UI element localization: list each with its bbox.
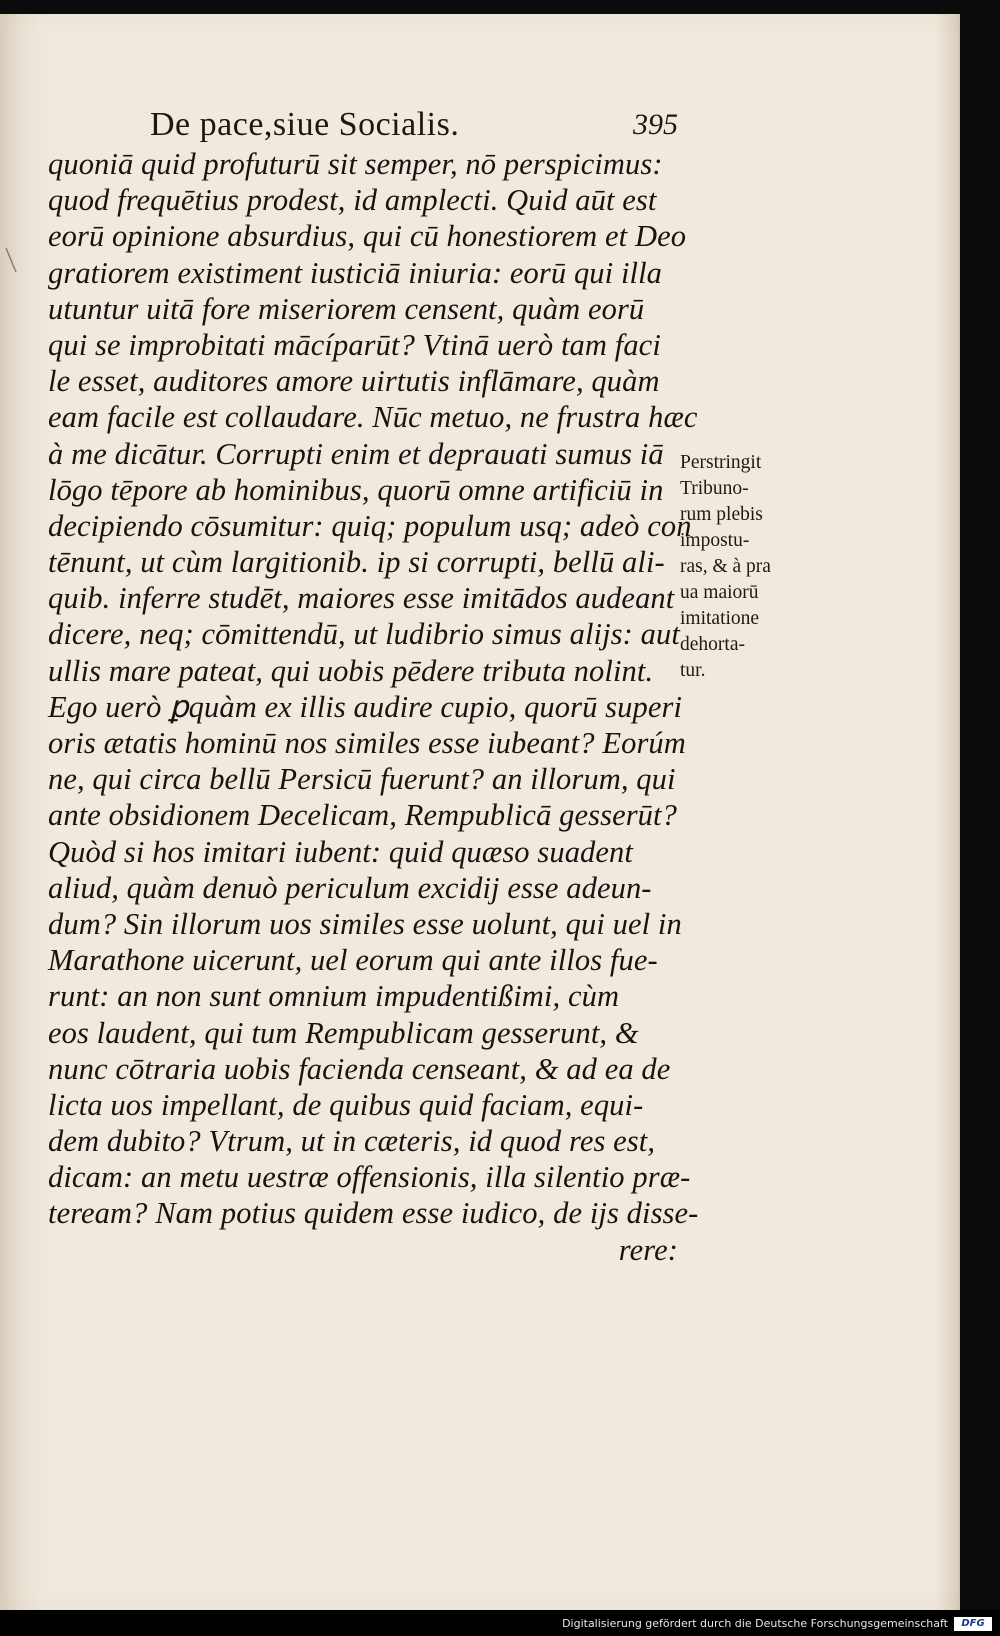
margin-note-line: Tribuno- xyxy=(680,478,749,499)
text-line: quod frequētius prodest, id amplecti. Quid aūt est xyxy=(48,183,657,218)
text-line: ullis mare pateat, qui uobis pēdere tributa nolint. xyxy=(48,653,654,688)
margin-note-line: rum plebis xyxy=(680,504,763,525)
text-line: quib. inferre studēt, maiores esse imitādos audeant xyxy=(48,581,675,616)
margin-note-line: impostu- xyxy=(680,530,750,551)
body-text xyxy=(48,146,699,1268)
text-line: qui se improbitati mācíparūt? Vtinā uerò tam faci xyxy=(48,327,661,362)
text-line: dicere, neq; cōmittendū, ut ludibrio simus alijs: aut xyxy=(48,617,680,652)
text-line: eorū opinione absurdius, qui cū honestiorem et Deo xyxy=(48,219,687,254)
dfg-logo-icon[interactable]: DFG xyxy=(954,1617,992,1631)
text-line: quoniā quid profuturū sit semper, nō perspicimus: xyxy=(48,147,663,181)
text-line: ante obsidionem Decelicam, Rempublicā gesserūt? xyxy=(48,798,677,833)
text-line: nunc cōtraria uobis facienda censeant, & ad ea de xyxy=(48,1051,671,1086)
text-line: eos laudent, qui tum Rempublicam gesserunt, & xyxy=(48,1015,639,1050)
text-line: licta uos impellant, de quibus quid faciam, equi- xyxy=(48,1087,644,1122)
text-line: Quòd si hos imitari iubent: quid quæso suadent xyxy=(48,834,633,869)
page-edge-mark xyxy=(4,246,24,276)
footer-bar xyxy=(0,1610,1000,1636)
margin-note xyxy=(680,450,810,684)
margin-note-line: ras, & à pra xyxy=(680,556,771,577)
margin-note-line: imitatione xyxy=(680,608,760,629)
book-page xyxy=(0,14,960,1610)
text-line: aliud, quàm denuò periculum excidij esse adeun- xyxy=(48,870,652,905)
margin-note-line: ua maiorū xyxy=(680,582,759,603)
text-line: tēnunt, ut cùm largitionib. ip si corrupti, bellū ali- xyxy=(48,545,665,580)
text-line: Ego uerò ꝑquàm ex illis audire cupio, quorū superi xyxy=(48,689,683,724)
text-line: eam facile est collaudare. Nūc metuo, ne frustra hæc xyxy=(48,400,698,435)
running-head xyxy=(150,106,678,150)
text-line: dem dubito? Vtrum, ut in cæteris, id quod res est, xyxy=(48,1124,656,1159)
text-line: oris ætatis hominū nos similes esse iubeant? Eorúm xyxy=(48,726,686,760)
text-line: utuntur uitā fore miseriorem censent, quàm eorū xyxy=(48,291,645,326)
text-line: ne, qui circa bellū Persicū fuerunt? an illorum, qui xyxy=(48,762,676,797)
margin-note-line: dehorta- xyxy=(680,634,745,655)
text-line: decipiendo cōsumitur: quiq; populum usq; adeò con xyxy=(48,508,692,543)
catchword: rere: xyxy=(618,1232,678,1267)
margin-note-line: Perstringit xyxy=(680,452,762,473)
text-line: Marathone uicerunt, uel eorum qui ante illos fue- xyxy=(48,943,658,978)
footer-credit: Digitalisierung gefördert durch die Deutsche Forschungsgemeinschaft xyxy=(562,1617,948,1630)
text-line: gratiorem existiment iusticiā iniuria: eorū qui illa xyxy=(48,255,663,290)
text-line: runt: an non sunt omnium impudentißimi, cùm xyxy=(48,979,620,1014)
margin-note-line: tur. xyxy=(680,660,706,681)
text-line: lōgo tēpore ab hominibus, quorū omne artificiū in xyxy=(48,472,664,507)
text-line: à me dicātur. Corrupti enim et deprauati sumus iā xyxy=(48,436,664,471)
text-line: teream? Nam potius quidem esse iudico, de ijs disse- xyxy=(48,1196,699,1231)
text-line: le esset, auditores amore uirtutis inflāmare, quàm xyxy=(48,364,660,399)
text-line: dum? Sin illorum uos similes esse uolunt, qui uel in xyxy=(48,906,682,941)
page-number: 395 xyxy=(633,108,678,141)
text-line: dicam: an metu uestræ offensionis, illa silentio præ- xyxy=(48,1160,691,1195)
running-head-title: De pace,siue Socialis. xyxy=(150,106,460,143)
